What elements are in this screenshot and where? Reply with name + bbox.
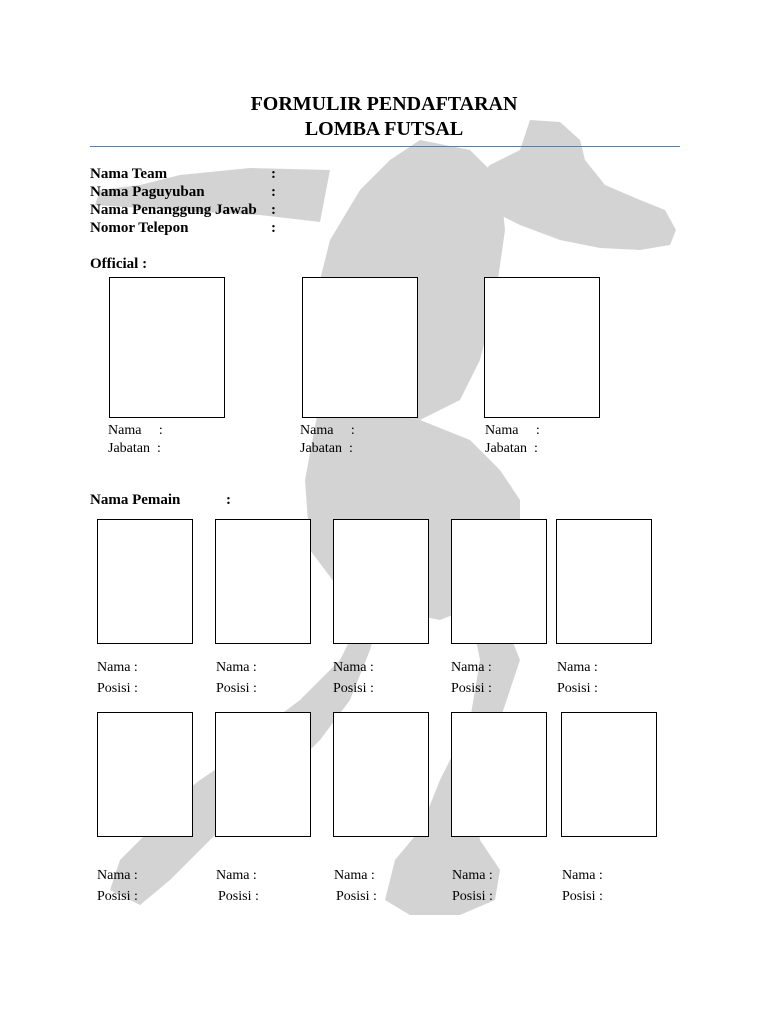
- player-1-name-caption: Nama :: [97, 660, 138, 675]
- player-1-position-caption: Posisi :: [97, 681, 138, 696]
- player-2-name-caption: Nama :: [216, 660, 257, 675]
- player-6-name-caption: Nama :: [97, 868, 138, 883]
- official-2-role-caption: Jabatan :: [300, 441, 353, 456]
- player-photo-box-10: [561, 712, 657, 837]
- field-colon-paguyuban: :: [271, 184, 276, 200]
- form-title-line-2: LOMBA FUTSAL: [304, 118, 464, 140]
- official-photo-box-2: [302, 277, 418, 418]
- player-3-position-caption: Posisi :: [333, 681, 374, 696]
- player-8-name-caption: Nama :: [334, 868, 375, 883]
- players-heading: Nama Pemain: [90, 492, 181, 508]
- player-photo-box-3: [333, 519, 429, 644]
- official-photo-box-3: [484, 277, 600, 418]
- player-photo-box-1: [97, 519, 193, 644]
- player-4-name-caption: Nama :: [451, 660, 492, 675]
- player-photo-box-7: [215, 712, 311, 837]
- player-3-name-caption: Nama :: [333, 660, 374, 675]
- official-3-role-caption: Jabatan :: [485, 441, 538, 456]
- field-label-team-name: Nama Team: [90, 166, 168, 182]
- official-1-name-caption: Nama :: [108, 423, 163, 438]
- player-7-name-caption: Nama :: [216, 868, 257, 883]
- player-photo-box-4: [451, 519, 547, 644]
- player-photo-box-9: [451, 712, 547, 837]
- player-5-name-caption: Nama :: [557, 660, 598, 675]
- players-heading-colon: :: [226, 492, 231, 508]
- player-4-position-caption: Posisi :: [451, 681, 492, 696]
- player-2-position-caption: Posisi :: [216, 681, 257, 696]
- title-divider: [90, 146, 680, 147]
- player-5-position-caption: Posisi :: [557, 681, 598, 696]
- official-3-name-caption: Nama :: [485, 423, 540, 438]
- field-colon-responsible-person: :: [271, 202, 276, 218]
- official-2-name-caption: Nama :: [300, 423, 355, 438]
- field-colon-phone-number: :: [271, 220, 276, 236]
- field-label-paguyuban: Nama Paguyuban: [90, 184, 205, 200]
- official-heading: Official :: [90, 256, 148, 272]
- form-title-line-1: FORMULIR PENDAFTARAN: [250, 93, 518, 115]
- player-photo-box-2: [215, 519, 311, 644]
- official-1-role-caption: Jabatan :: [108, 441, 161, 456]
- player-photo-box-6: [97, 712, 193, 837]
- player-photo-box-5: [556, 519, 652, 644]
- field-label-phone-number: Nomor Telepon: [90, 220, 189, 236]
- field-colon-team-name: :: [271, 166, 276, 182]
- field-label-responsible-person: Nama Penanggung Jawab: [90, 202, 257, 218]
- official-photo-box-1: [109, 277, 225, 418]
- player-photo-box-8: [333, 712, 429, 837]
- player-6-position-caption: Posisi :: [97, 889, 138, 904]
- player-9-position-caption: Posisi :: [452, 889, 493, 904]
- player-10-position-caption: Posisi :: [562, 889, 603, 904]
- player-9-name-caption: Nama :: [452, 868, 493, 883]
- player-10-name-caption: Nama :: [562, 868, 603, 883]
- player-8-position-caption: Posisi :: [336, 889, 377, 904]
- player-7-position-caption: Posisi :: [218, 889, 259, 904]
